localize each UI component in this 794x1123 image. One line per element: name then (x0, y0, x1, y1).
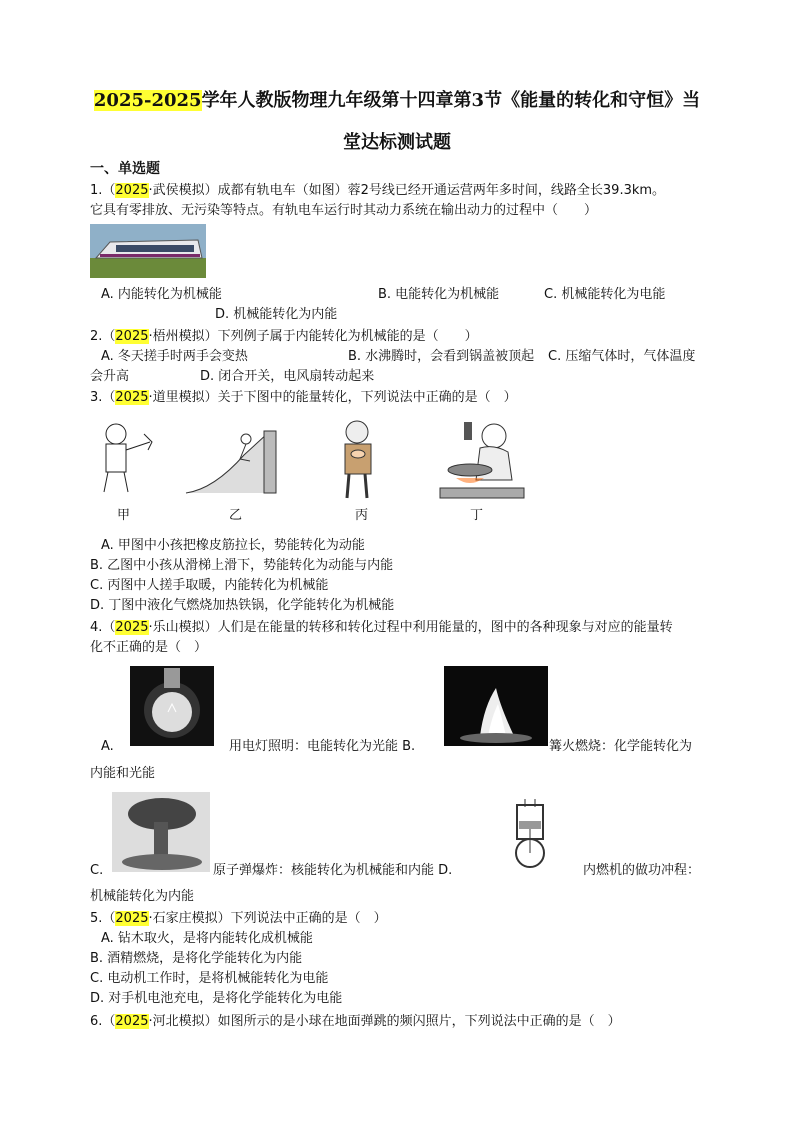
bonfire-image (444, 666, 548, 746)
question-2 (90, 328, 478, 346)
q3-option-c: C. 丙图中人搓手取暖，内能转化为机械能 (90, 578, 329, 593)
q1-text: ·武侯模拟）成都有轨电车（如图）蓉2号线已经开通运营两年多时间，线路全长39.3km。 (148, 183, 666, 198)
page-title-line1 (0, 86, 794, 112)
q4-text: ·乐山模拟）人们是在能量的转移和转化过程中利用能量的，图中的各种现象与对应的能量转 (148, 620, 673, 635)
q2-option-d: D. 闭合开关，电风扇转动起来 (200, 369, 375, 384)
q1-option-a: A. 内能转化为机械能 (101, 287, 222, 302)
q3-number: 3.（ (90, 390, 116, 405)
q2-number: 2.（ (90, 329, 116, 344)
q2-option-c: C. 压缩气体时，气体温度 (548, 349, 696, 364)
q4-c-letter: C. (90, 863, 104, 878)
slingshot-child-image (94, 420, 160, 496)
question-1 (90, 182, 665, 200)
question-3 (90, 389, 517, 407)
figure-label-bing: 丙 (355, 508, 369, 523)
question-5 (90, 910, 387, 928)
q3-option-b: B. 乙图中小孩从滑梯上滑下，势能转化为动能与内能 (90, 558, 394, 573)
q5-option-c: C. 电动机工作时，是将机械能转化为电能 (90, 971, 329, 986)
q2-option-b: B. 水沸腾时，会看到锅盖被顶起 (348, 349, 535, 364)
slide-image (184, 425, 282, 497)
q4-d-text: 内燃机的做功冲程： (583, 863, 701, 878)
q4-year: 2025 (115, 620, 149, 635)
q4-b-text-cont: 内能和光能 (90, 766, 156, 781)
q1-line2: 它具有零排放、无污染等特点。有轨电车运行时其动力系统在输出动力的过程中（ ） (90, 203, 598, 218)
q6-year: 2025 (115, 1014, 149, 1029)
section-heading: 一、单选题 (90, 161, 160, 177)
q4-b-text: 篝火燃烧：化学能转化为 (549, 739, 693, 754)
q4-c-text: 原子弹爆炸：核能转化为机械能和内能 D. (213, 863, 453, 878)
title-year: 2025-2025 (93, 90, 202, 111)
q1-option-b: B. 电能转化为机械能 (378, 287, 500, 302)
q2-year: 2025 (115, 329, 149, 344)
q5-option-d: D. 对手机电池充电，是将化学能转化为电能 (90, 991, 343, 1006)
q3-text: ·道里模拟）关于下图中的能量转化，下列说法中正确的是（ ） (148, 390, 517, 405)
q4-a-text: 用电灯照明：电能转化为光能 B. (229, 739, 416, 754)
q5-option-a: A. 钻木取火，是将内能转化成机械能 (101, 931, 313, 946)
q2-option-c-cont: 会升高 (90, 369, 130, 384)
q6-text: ·河北模拟）如图所示的是小球在地面弹跳的频闪照片，下列说法中正确的是（ ） (148, 1014, 621, 1029)
cooking-person-image (436, 418, 528, 502)
light-bulb-image (130, 666, 214, 746)
page-title-line2: 堂达标测试题 (343, 132, 451, 153)
q6-number: 6.（ (90, 1014, 116, 1029)
figure-label-ding: 丁 (470, 508, 484, 523)
question-6 (90, 1013, 621, 1031)
q1-option-c: C. 机械能转化为电能 (544, 287, 666, 302)
q2-text: ·梧州模拟）下列例子属于内能转化为机械能的是（ ） (148, 329, 478, 344)
q4-a-letter: A. (101, 739, 114, 754)
q1-number: 1.（ (90, 183, 116, 198)
figure-label-jia: 甲 (117, 508, 131, 523)
q4-line2: 化不正确的是（ ） (90, 640, 208, 655)
q5-number: 5.（ (90, 911, 116, 926)
tram-image (90, 224, 206, 278)
hand-rubbing-man-image (333, 418, 383, 500)
figure-label-yi: 乙 (229, 508, 243, 523)
q3-option-d: D. 丁图中液化气燃烧加热铁锅，化学能转化为机械能 (90, 598, 395, 613)
q5-option-b: B. 酒精燃烧，是将化学能转化为内能 (90, 951, 303, 966)
q3-year: 2025 (115, 390, 149, 405)
q4-number: 4.（ (90, 620, 116, 635)
q2-option-a: A. 冬天搓手时两手会变热 (101, 349, 248, 364)
q3-option-a: A. 甲图中小孩把橡皮筋拉长，势能转化为动能 (101, 538, 365, 553)
q1-option-d: D. 机械能转化为内能 (215, 307, 338, 322)
q1-year: 2025 (115, 183, 149, 198)
title-text: 学年人教版物理九年级第十四章第3节《能量的转化和守恒》当 (201, 90, 701, 111)
atomic-bomb-image (112, 792, 210, 872)
question-4 (90, 619, 673, 637)
q4-d-text-cont: 机械能转化为内能 (90, 889, 195, 904)
q5-year: 2025 (115, 911, 149, 926)
engine-cylinder-image (505, 797, 555, 873)
q5-text: ·石家庄模拟）下列说法中正确的是（ ） (148, 911, 387, 926)
